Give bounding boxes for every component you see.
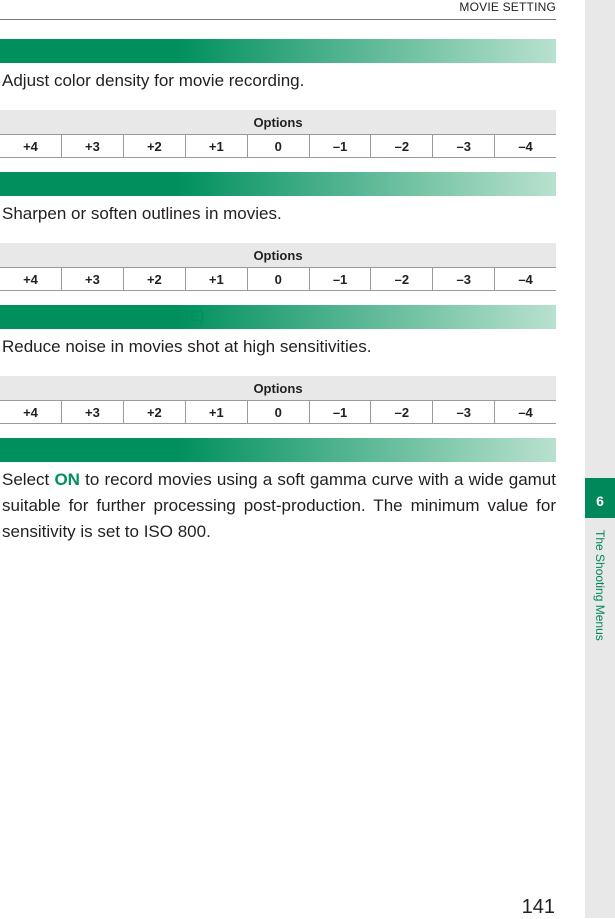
section-description: Reduce noise in movies shot at high sensitivities. bbox=[2, 337, 372, 356]
option-cell: –3 bbox=[433, 401, 495, 424]
option-cell: +3 bbox=[61, 401, 123, 424]
chapter-sidebar bbox=[585, 0, 615, 918]
option-cell: –4 bbox=[495, 135, 556, 158]
section-title: COLOR (MOVIE) bbox=[0, 39, 556, 63]
options-table bbox=[0, 376, 556, 424]
running-header: MOVIE SETTING bbox=[459, 0, 556, 14]
option-cell: +3 bbox=[61, 268, 123, 291]
chapter-number-tab: 6 bbox=[585, 478, 615, 518]
option-cell: +2 bbox=[123, 401, 185, 424]
section-description: Adjust color density for movie recording. bbox=[2, 71, 305, 90]
options-header: Options bbox=[0, 110, 556, 135]
option-cell: –1 bbox=[309, 268, 371, 291]
option-cell: –3 bbox=[433, 268, 495, 291]
option-cell: +1 bbox=[185, 401, 247, 424]
chapter-title: The Shooting Menus bbox=[593, 530, 607, 641]
option-cell: +3 bbox=[61, 135, 123, 158]
section-title: NOISE REDUCTION (MOVIE) bbox=[0, 305, 556, 329]
section-description: Sharpen or soften outlines in movies. bbox=[2, 204, 282, 223]
option-cell: –4 bbox=[495, 401, 556, 424]
option-cell: 0 bbox=[247, 135, 309, 158]
desc-text-before: Select bbox=[2, 470, 55, 489]
section-title: F-Log RECORDING bbox=[0, 438, 556, 462]
option-cell: 0 bbox=[247, 268, 309, 291]
option-cell: +1 bbox=[185, 268, 247, 291]
option-cell: –2 bbox=[371, 268, 433, 291]
section-sharpness-movie bbox=[0, 172, 556, 291]
option-cell: +4 bbox=[0, 268, 61, 291]
header-divider bbox=[0, 19, 556, 20]
option-cell: –4 bbox=[495, 268, 556, 291]
section-description bbox=[0, 467, 556, 545]
options-table bbox=[0, 243, 556, 291]
option-cell: –2 bbox=[371, 135, 433, 158]
options-header: Options bbox=[0, 243, 556, 268]
section-title: SHARPNESS (MOVIE) bbox=[0, 172, 556, 196]
option-cell: +2 bbox=[123, 135, 185, 158]
options-table bbox=[0, 110, 556, 158]
option-cell: +1 bbox=[185, 135, 247, 158]
on-keyword: ON bbox=[54, 470, 80, 489]
options-header: Options bbox=[0, 376, 556, 401]
options-row bbox=[0, 135, 556, 158]
option-cell: –1 bbox=[309, 401, 371, 424]
options-row bbox=[0, 268, 556, 291]
page-number: 141 bbox=[521, 896, 555, 918]
option-cell: –1 bbox=[309, 135, 371, 158]
option-cell: –3 bbox=[433, 135, 495, 158]
section-flog-recording bbox=[0, 438, 556, 545]
option-cell: +2 bbox=[123, 268, 185, 291]
option-cell: +4 bbox=[0, 401, 61, 424]
section-color-movie bbox=[0, 39, 556, 158]
option-cell: 0 bbox=[247, 401, 309, 424]
desc-text-after: to record movies using a soft gamma curve with a wide gamut suitable for further processing post-production. The minimum value for sensitivity is set to ISO 800. bbox=[2, 470, 556, 541]
section-noise-reduction-movie bbox=[0, 305, 556, 424]
option-cell: +4 bbox=[0, 135, 61, 158]
options-row bbox=[0, 401, 556, 424]
option-cell: –2 bbox=[371, 401, 433, 424]
